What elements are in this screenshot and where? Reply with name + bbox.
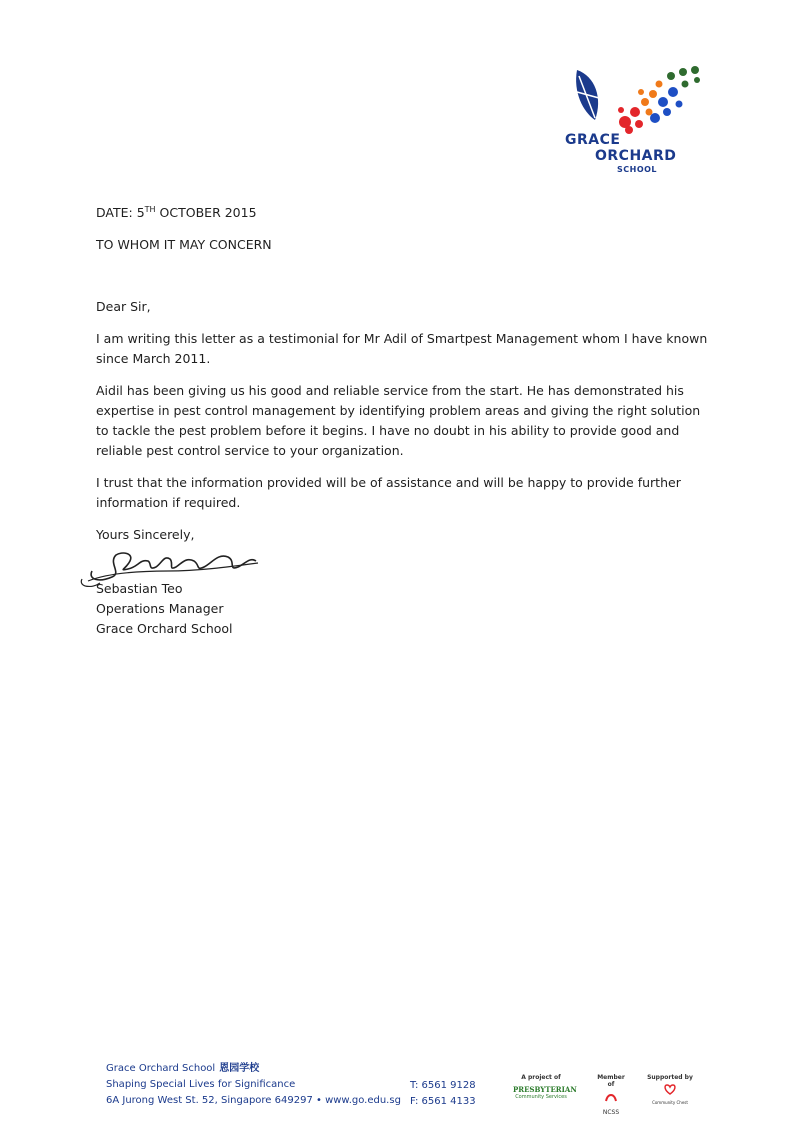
signer-title: Operations Manager [96, 601, 224, 617]
member-of-label: Member of [597, 1074, 625, 1088]
closing-line: Yours Sincerely, [96, 527, 195, 543]
signer-name: Sebastian Teo [96, 581, 183, 597]
letter-body [96, 200, 716, 639]
partner-ncss [594, 1074, 628, 1116]
presbyterian-subtitle: Community Services [515, 1094, 567, 1100]
logo-grace: GRACE [565, 132, 621, 148]
community-chest-text: Community Chest [652, 1100, 688, 1105]
presbyterian-logo: PRESBYTERIAN [513, 1085, 577, 1094]
salutation: Dear Sir, [96, 299, 151, 315]
handwritten-signature-icon [78, 541, 278, 587]
footer-fax: F: 6561 4133 [410, 1096, 476, 1107]
signer-organization: Grace Orchard School [96, 621, 233, 637]
logo-school: SCHOOL [617, 165, 658, 174]
footer-school-name-cn: 恩园学校 [219, 1063, 260, 1074]
ncss-text: NCSS [602, 1109, 620, 1116]
project-of-label: A project of [521, 1074, 561, 1081]
footer-school-name: Grace Orchard School 恩园学校 [106, 1063, 260, 1074]
footer-phone: T: 6561 9128 [410, 1080, 476, 1091]
paragraph-service: Aidil has been giving us his good and reliable service from the start. He has demonstrated his expertise in pest control management by identifying problem areas and giving the right solution to tackle the pest problem before it begins. I have no doubt in his ability to provide good and reliable pest control service to your organization. [96, 383, 701, 459]
footer-address-block [106, 1061, 401, 1109]
school-logo [555, 62, 715, 187]
community-chest-logo-icon [662, 1082, 678, 1096]
date-superscript: TH [144, 205, 156, 214]
partner-community-chest [645, 1074, 695, 1105]
footer-contact [410, 1078, 476, 1110]
footer-address: 6A Jurong West St. 52, Singapore 649297 • www.go.edu.sg [106, 1095, 401, 1106]
supported-by-label: Supported by [647, 1074, 693, 1081]
footer-tagline: Shaping Special Lives for Significance [106, 1079, 296, 1090]
paragraph-closing: I trust that the information provided will be of assistance and will be happy to provide further information if required. [96, 475, 681, 511]
ncss-logo-icon [604, 1091, 618, 1103]
partner-presbyterian [513, 1074, 577, 1100]
signature [96, 547, 716, 579]
logo-emblem-icon [555, 62, 715, 137]
letter-date: DATE: 5TH OCTOBER 2015 [96, 205, 257, 221]
logo-orchard: ORCHARD [595, 148, 677, 164]
recipient-line: TO WHOM IT MAY CONCERN [96, 237, 272, 253]
paragraph-intro: I am writing this letter as a testimonial for Mr Adil of Smartpest Management whom I have known since March 2011. [96, 331, 708, 367]
